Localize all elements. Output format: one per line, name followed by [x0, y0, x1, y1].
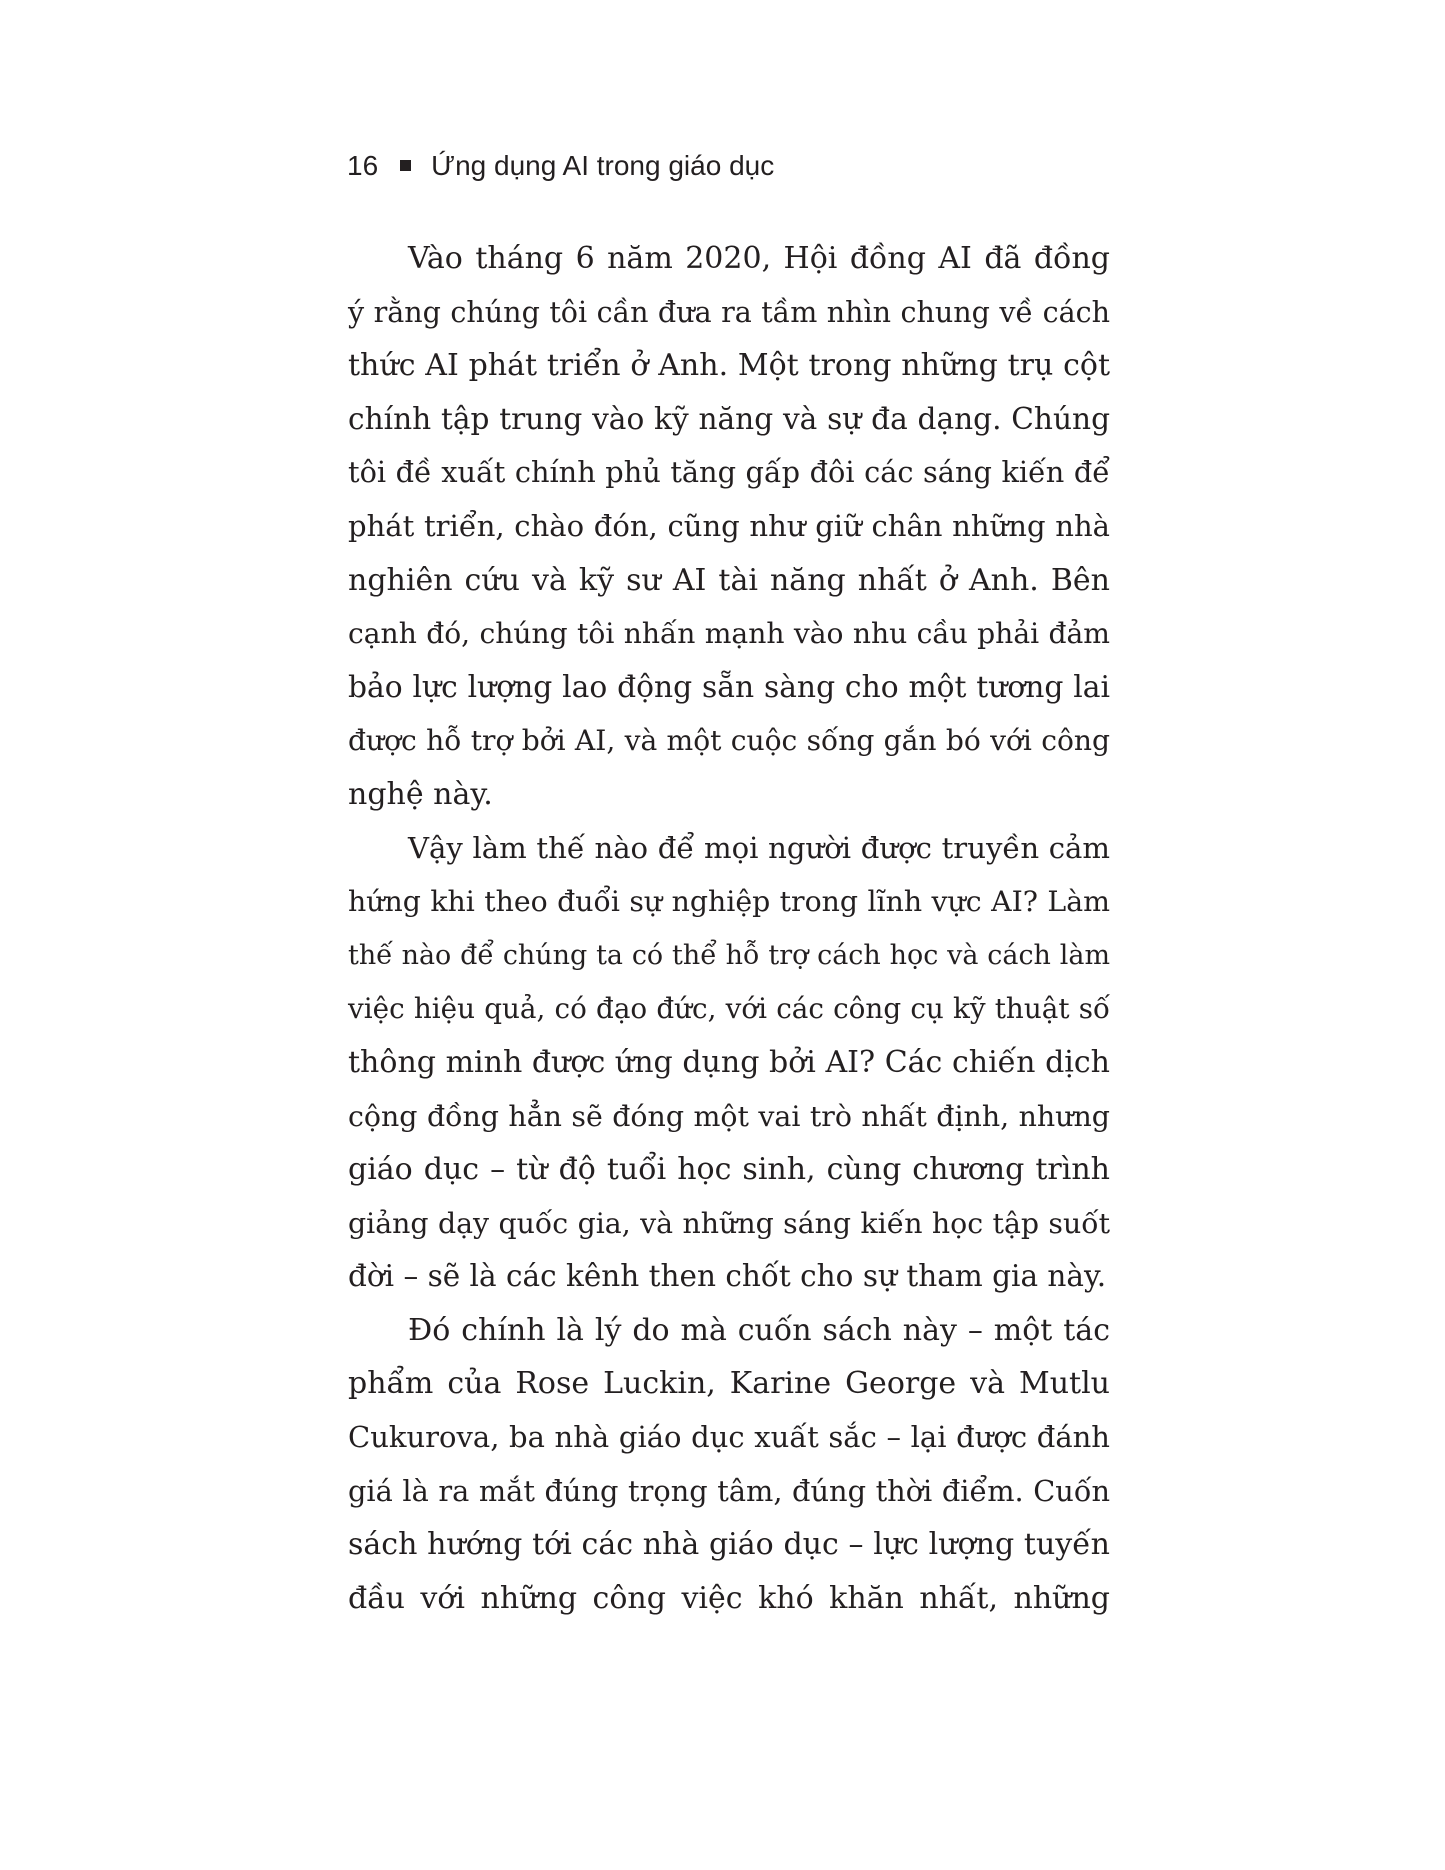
paragraph-line: ý rằng chúng tôi cần đưa ra tầm nhìn chung về cách — [348, 294, 1110, 329]
paragraph-line: Đó chính là lý do mà cuốn sách này – một tác — [408, 1312, 1110, 1348]
paragraph-line: chính tập trung vào kỹ năng và sự đa dạng. Chúng — [348, 401, 1110, 436]
paragraph-line: sách hướng tới các nhà giáo dục – lực lượng tuyến — [348, 1527, 1110, 1563]
running-header — [347, 146, 774, 186]
paragraph-line: thức AI phát triển ở Anh. Một trong những trụ cột — [348, 348, 1110, 384]
paragraph-line: đầu với những công việc khó khăn nhất, những — [348, 1580, 1110, 1616]
paragraph-line: nghệ này. — [348, 776, 493, 812]
paragraph-2 — [348, 822, 1110, 1304]
paragraph-3 — [348, 1304, 1110, 1626]
paragraph-line: hứng khi theo đuổi sự nghiệp trong lĩnh vực AI? Làm — [348, 885, 1110, 919]
paragraph-line: bảo lực lượng lao động sẵn sàng cho một tương lai — [348, 669, 1110, 705]
body-text — [348, 232, 1110, 1625]
paragraph-line: cạnh đó, chúng tôi nhấn mạnh vào nhu cầu phải đảm — [348, 617, 1110, 651]
paragraph-1 — [348, 232, 1110, 822]
square-bullet-icon — [400, 160, 411, 171]
book-title: Ứng dụng AI trong giáo dục — [431, 150, 775, 181]
paragraph-line: giảng dạy quốc gia, và những sáng kiến học tập suốt — [348, 1206, 1110, 1240]
page-number: 16 — [347, 150, 379, 181]
paragraph-line: tôi đề xuất chính phủ tăng gấp đôi các sáng kiến để — [348, 455, 1110, 490]
paragraph-line: Cukurova, ba nhà giáo dục xuất sắc – lại được đánh — [348, 1420, 1110, 1455]
paragraph-line: Vậy làm thế nào để mọi người được truyền cảm — [408, 830, 1110, 865]
paragraph-line: nghiên cứu và kỹ sư AI tài năng nhất ở Anh. Bên — [348, 562, 1110, 598]
paragraph-line: giáo dục – từ độ tuổi học sinh, cùng chương trình — [348, 1152, 1110, 1188]
paragraph-line: việc hiệu quả, có đạo đức, với các công cụ kỹ thuật số — [348, 992, 1110, 1026]
paragraph-line: được hỗ trợ bởi AI, và một cuộc sống gắn bó với công — [348, 724, 1110, 758]
paragraph-line: thế nào để chúng ta có thể hỗ trợ cách học và cách làm — [348, 939, 1110, 971]
paragraph-line: đời – sẽ là các kênh then chốt cho sự tham gia này. — [348, 1259, 1107, 1294]
paragraph-line: cộng đồng hẳn sẽ đóng một vai trò nhất định, nhưng — [348, 1099, 1110, 1133]
paragraph-line: phát triển, chào đón, cũng như giữ chân những nhà — [348, 508, 1110, 543]
paragraph-line: giá là ra mắt đúng trọng tâm, đúng thời điểm. Cuốn — [348, 1473, 1110, 1508]
paragraph-line: Vào tháng 6 năm 2020, Hội đồng AI đã đồng — [408, 241, 1110, 276]
paragraph-line: phẩm của Rose Luckin, Karine George và Mutlu — [348, 1366, 1110, 1402]
paragraph-line: thông minh được ứng dụng bởi AI? Các chiến dịch — [348, 1044, 1110, 1080]
